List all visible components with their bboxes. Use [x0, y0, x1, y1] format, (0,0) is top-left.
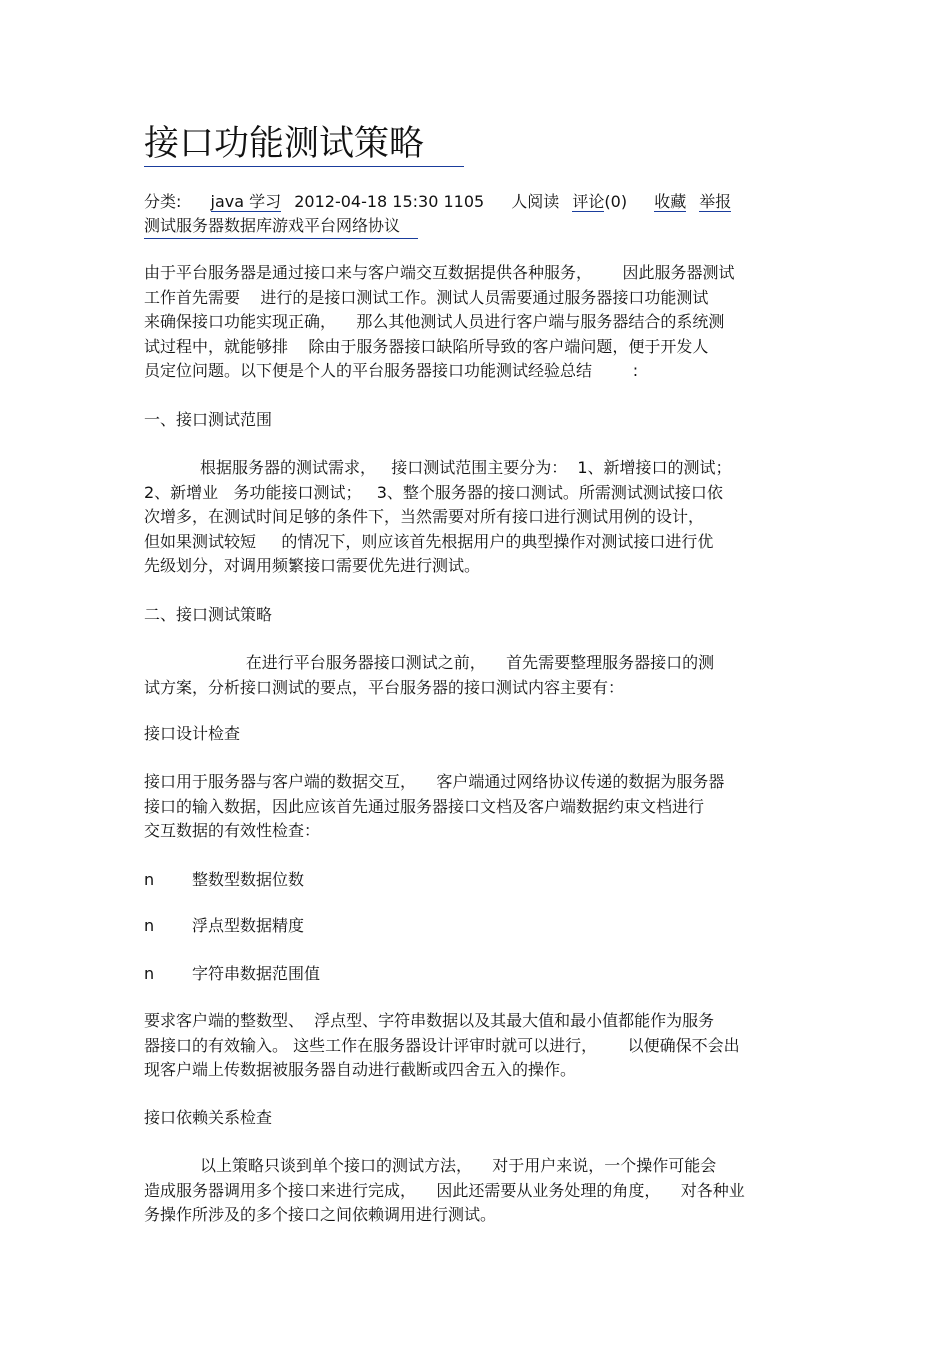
category-label: 分类:: [144, 192, 182, 211]
bullet-text: 浮点型数据精度: [192, 916, 305, 935]
section1-heading: 一、接口测试范围: [144, 410, 273, 429]
intro-paragraph: [144, 261, 809, 384]
design-check-paragraph-2: [144, 1009, 809, 1083]
bullet-mark: n: [144, 964, 155, 983]
text-line: 2、新增业 务功能接口测试； 3、整个服务器的接口测试。所需测试测试接口依: [144, 482, 723, 502]
post-date: 2012-04-18 15:30 1105: [294, 192, 485, 211]
text-line: 造成服务器调用多个接口来进行完成， 因此还需要从业务处理的角度， 对各种业: [144, 1180, 745, 1200]
text-line: 在进行平台服务器接口测试之前， 首先需要整理服务器接口的测: [144, 653, 715, 672]
article-meta: [144, 190, 731, 214]
list-item: [144, 914, 304, 938]
views-label: 人阅读: [511, 192, 560, 211]
text-line: 来确保接口功能实现正确， 那么其他测试人员进行客户端与服务器结合的系统测: [144, 312, 725, 331]
text-line: 接口的输入数据，因此应该首先通过服务器接口文档及客户端数据约束文档进行: [144, 796, 705, 816]
text-line: 试过程中，就能够排 除由于服务器接口缺陷所导致的客户端问题，便于开发人: [144, 336, 709, 356]
favorite-link[interactable]: 收藏: [654, 192, 687, 211]
text-line: 根据服务器的测试需求， 接口测试范围主要分为： 1、新增接口的测试；: [144, 458, 732, 477]
list-item: [144, 962, 320, 986]
text-line: 以上策略只谈到单个接口的测试方法， 对于用户来说，一个操作可能会: [144, 1156, 717, 1175]
category-link[interactable]: java 学习: [210, 192, 282, 211]
section2-paragraph: [144, 651, 809, 700]
dependency-check-heading: 接口依赖关系检查: [144, 1108, 273, 1127]
dependency-check-paragraph: [144, 1154, 809, 1228]
text-line: 先级划分，对调用频繁接口需要优先进行测试。: [144, 556, 481, 575]
bullet-text: 字符串数据范围值: [192, 964, 321, 983]
text-line: 工作首先需要 进行的是接口测试工作。测试人员需要通过服务器接口功能测试: [144, 287, 709, 307]
design-check-paragraph: [144, 770, 809, 844]
bullet-mark: n: [144, 870, 155, 889]
text-line: 接口用于服务器与客户端的数据交互， 客户端通过网络协议传递的数据为服务器: [144, 772, 725, 791]
section1-paragraph: [144, 456, 809, 579]
bullet-text: 整数型数据位数: [192, 870, 305, 889]
comments-count: (0): [604, 192, 628, 211]
text-line: 交互数据的有效性检查：: [144, 821, 321, 840]
report-link[interactable]: 举报: [699, 192, 732, 211]
text-line: 但如果测试较短 的情况下，则应该首先根据用户的典型操作对测试接口进行优: [144, 531, 714, 551]
text-line: 器接口的有效输入。 这些工作在服务器设计评审时就可以进行， 以便确保不会出: [144, 1035, 740, 1055]
text-line: 要求客户端的整数型、 浮点型、字符串数据以及其最大值和最小值都能作为服务: [144, 1011, 715, 1030]
section2-heading: 二、接口测试策略: [144, 605, 273, 624]
text-line: 现客户端上传数据被服务器自动进行截断或四舍五入的操作。: [144, 1060, 577, 1079]
page-title: 接口功能测试策略: [144, 122, 464, 167]
text-line: 试方案，分析接口测试的要点，平台服务器的接口测试内容主要有：: [144, 677, 625, 697]
tags-link[interactable]: 测试服务器数据库游戏平台网络协议: [144, 214, 418, 239]
design-check-heading: 接口设计检查: [144, 724, 241, 743]
list-item: [144, 868, 304, 892]
text-line: 次增多，在测试时间足够的条件下，当然需要对所有接口进行测试用例的设计，: [144, 507, 705, 526]
bullet-mark: n: [144, 916, 155, 935]
text-line: 员定位问题。以下便是个人的平台服务器接口功能测试经验总结 :: [144, 361, 639, 380]
text-line: 务操作所涉及的多个接口之间依赖调用进行测试。: [144, 1205, 497, 1224]
comments-link[interactable]: 评论: [572, 192, 605, 211]
text-line: 由于平台服务器是通过接口来与客户端交互数据提供各种服务， 因此服务器测试: [144, 263, 735, 282]
